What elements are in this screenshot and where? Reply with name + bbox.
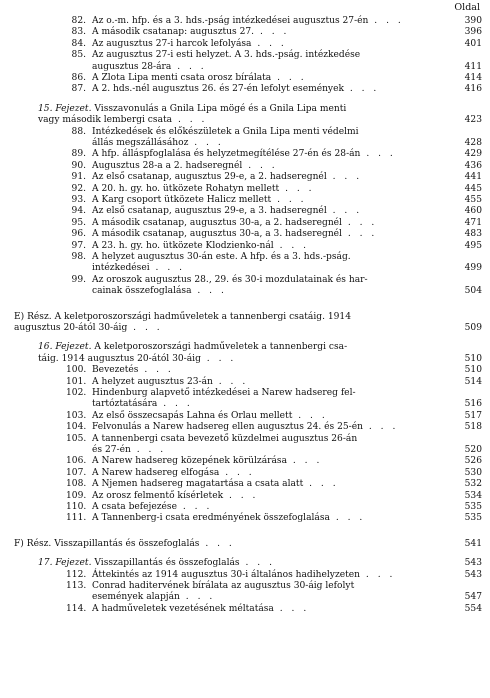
page-number: 530 [464, 467, 482, 478]
entry-title: A Zlota Lipa menti csata orosz bírálata [92, 73, 272, 83]
dot-leader: . . . [191, 286, 227, 297]
page-number: 495 [464, 240, 482, 251]
entry-title: Intézkedések és előkészületek a Gnila Lipa menti védelmi állás megszállásához [92, 126, 359, 148]
toc-entry [0, 411, 490, 422]
toc-entry [0, 172, 490, 183]
page-number: 455 [464, 195, 482, 205]
page-number: 390 [464, 16, 482, 26]
toc-entry [0, 161, 490, 172]
toc-entry [0, 184, 490, 195]
entry-number: 82. [71, 16, 86, 26]
entry-number: 106. [66, 456, 87, 467]
entry-number: 96. [71, 229, 86, 240]
entry-number: 114. [66, 603, 87, 614]
toc-entry [0, 456, 490, 467]
toc-chapter [0, 558, 490, 569]
page-number: 535 [464, 502, 482, 512]
dot-leader: . . . [279, 183, 315, 194]
entry-number: 94. [71, 206, 86, 217]
dot-leader: . . . [188, 138, 224, 148]
dot-leader: . . . [176, 502, 213, 512]
dot-leader: . . . [223, 490, 259, 501]
toc-entry [0, 218, 490, 229]
entry-title: A második csatanap: augusztus 27. [92, 27, 255, 38]
toc-entry [0, 39, 490, 50]
toc-entry [0, 434, 490, 457]
entry-title: A csata befejezése [92, 502, 177, 512]
toc-entry [0, 491, 490, 502]
entry-title: Az első csatanap, augusztus 29-e, a 2. hadseregnél [92, 172, 327, 183]
dot-leader: . . . [326, 206, 363, 217]
page-number: 401 [464, 38, 482, 49]
entry-title: A tannenbergi csata bevezető küzdelmei augusztus 26-án és 27-én [92, 433, 358, 455]
entry-title: Az első összecsapás Lahna és Orlau mellett [92, 410, 293, 421]
entry-title: A Njemen hadsereg magatartása a csata alatt [92, 479, 304, 490]
toc-chapter [0, 104, 490, 127]
entry-number: 107. [66, 467, 87, 478]
entry-title: Bevezetés [92, 365, 139, 376]
toc-entry [0, 388, 490, 411]
page-number: 483 [464, 229, 482, 240]
entry-title: A 23. h. gy. ho. ütközete Klodzienko-nál [92, 240, 274, 251]
entry-title: A helyzet augusztus 23-án [92, 376, 213, 387]
entry-title: A 2. hds.-nél augusztus 26. és 27-én lefolyt események [92, 84, 344, 95]
entry-title: A Karg csoport ütközete Halicz mellett [92, 195, 272, 205]
toc-entry [0, 604, 490, 615]
page-number: 520 [464, 444, 482, 455]
chapter-label: 16. Fejezet. [38, 342, 92, 353]
dot-leader: . . . [271, 195, 307, 205]
dot-leader: . . . [200, 353, 237, 364]
dot-leader: . . . [287, 456, 323, 467]
dot-leader: . . . [172, 115, 208, 126]
entry-number: 113. [66, 581, 87, 591]
page-number: 445 [464, 183, 482, 194]
page-number: 396 [464, 27, 482, 38]
part-label: F) Rész. [14, 538, 52, 549]
toc-entry [0, 422, 490, 433]
entry-number: 92. [71, 183, 86, 194]
toc-entry [0, 513, 490, 524]
dot-leader: . . . [239, 558, 275, 569]
entry-number: 83. [71, 27, 86, 38]
page-number: 411 [464, 61, 482, 72]
entry-title: A hadműveletek vezetésének méltatása [92, 603, 274, 614]
dot-leader: . . . [254, 27, 290, 38]
page-number: 510 [464, 353, 482, 364]
part-label: E) Rész. [14, 311, 52, 322]
page-number: 535 [464, 513, 482, 524]
chapter-title: Visszapillantás és összefoglalás [94, 558, 240, 569]
page-number: 414 [464, 73, 482, 83]
dot-leader: . . . [360, 569, 396, 580]
dot-leader: . . . [179, 592, 216, 603]
chapter-label: 15. Fejezet. [38, 103, 92, 114]
toc-part [0, 312, 490, 335]
entry-title: Az első csatanap, augusztus 29-e, a 3. hadseregnél [92, 206, 327, 217]
dot-leader: . . . [329, 513, 366, 524]
page-number: 516 [464, 399, 482, 410]
dot-leader: . . . [303, 479, 339, 490]
entry-number: 85. [71, 50, 86, 61]
toc-entry [0, 127, 490, 150]
toc-entry [0, 275, 490, 298]
dot-leader: . . . [127, 323, 163, 333]
toc-entry [0, 84, 490, 95]
page-number: 532 [464, 479, 482, 490]
page-number: 518 [464, 422, 482, 433]
page-number: 534 [464, 490, 482, 501]
entry-number: 101. [66, 376, 87, 387]
page-number: 504 [464, 286, 482, 297]
toc-entry [0, 479, 490, 490]
page-number: 554 [464, 603, 482, 614]
entry-number: 100. [66, 365, 87, 376]
dot-leader: . . . [130, 445, 167, 455]
toc-entry [0, 252, 490, 275]
toc-entry [0, 195, 490, 206]
dot-leader: . . . [219, 467, 255, 478]
entry-title: Felvonulás a Narew hadsereg ellen augusztus 24. és 25-én [92, 422, 363, 433]
page-number: 543 [464, 558, 482, 569]
dot-leader: . . . [368, 16, 404, 26]
page-number: 517 [464, 410, 482, 421]
entry-title: A második csatanap, augusztus 30-a, a 3. hadseregnél [92, 229, 342, 240]
entry-title: A hfp. álláspfoglalása és helyzetmegítélése 27-én és 28-án [92, 149, 361, 160]
entry-number: 112. [66, 569, 87, 580]
toc-entry [0, 570, 490, 581]
entry-number: 95. [71, 217, 86, 228]
page-number: 441 [464, 172, 482, 183]
entry-title: A második csatanap, augusztus 30-a, a 2. hadseregnél [92, 217, 342, 228]
page-number: 429 [464, 149, 482, 160]
entry-title: Hindenburg alapvető intézkedései a Narew hadsereg fel- tartóztatására [92, 388, 356, 410]
toc-chapter [0, 342, 490, 365]
chapter-label: 17. Fejezet. [38, 558, 92, 569]
dot-leader: . . . [138, 365, 174, 376]
entry-number: 98. [71, 252, 86, 262]
entry-number: 103. [66, 410, 87, 421]
page-number: 510 [464, 365, 482, 376]
toc-part [0, 539, 490, 550]
dot-leader: . . . [292, 410, 328, 421]
entry-number: 108. [66, 479, 87, 490]
entry-title: Az augusztus 27-i esti helyzet. A 3. hds.-pság. intézkedése augusztus 28-ára [92, 50, 361, 72]
dot-leader: . . . [251, 38, 287, 49]
toc-entry [0, 229, 490, 240]
toc-entry [0, 365, 490, 376]
toc-entry [0, 377, 490, 388]
toc-entry [0, 27, 490, 38]
entry-number: 97. [71, 240, 86, 251]
entry-title: Az oroszok augusztus 28., 29. és 30-i mozdulatainak és har- cainak összefoglalása [92, 274, 368, 297]
page-number: 514 [464, 376, 482, 387]
dot-leader: . . . [362, 422, 399, 433]
dot-leader: . . . [157, 399, 193, 410]
toc-entry [0, 502, 490, 513]
toc-entry [0, 581, 490, 604]
entry-number: 88. [71, 126, 86, 137]
toc-entry [0, 16, 490, 27]
page-number: 526 [464, 456, 482, 467]
dot-leader: . . . [326, 172, 363, 183]
dot-leader: . . . [341, 217, 378, 228]
toc-entry [0, 241, 490, 252]
dot-leader: . . . [149, 263, 186, 274]
dot-leader: . . . [242, 160, 278, 171]
entry-title: Az orosz felmentő kísérletek [92, 490, 224, 501]
chapter-title: A keletporoszországi hadműveletek a tannenbergi csa- táig. 1914 augusztus 20-ától 30-áig [38, 342, 348, 364]
dot-leader: . . . [271, 73, 307, 83]
entry-title: Conrad haditervének bírálata az augusztus 30-áig lefolyt események alapján [92, 581, 355, 603]
page-number: 428 [464, 137, 482, 148]
entry-number: 87. [71, 84, 86, 95]
entry-number: 84. [71, 38, 86, 49]
entry-title: Augusztus 28-a a 2. hadseregnél [92, 160, 243, 171]
dot-leader: . . . [343, 84, 380, 95]
dot-leader: . . . [171, 61, 207, 72]
page-number: 543 [464, 569, 482, 580]
page-number: 471 [464, 217, 482, 228]
entry-title: A 20. h. gy. ho. ütközete Rohatyn mellett [92, 183, 280, 194]
toc-entry [0, 206, 490, 217]
entry-title: A Narew hadsereg közepének körülzárása [92, 456, 287, 467]
page-number: 460 [464, 206, 482, 217]
part-title: Visszapillantás és összefoglalás [54, 538, 200, 549]
entry-number: 93. [71, 195, 86, 205]
entry-number: 99. [71, 274, 86, 285]
entry-number: 110. [66, 502, 87, 512]
toc-entry [0, 468, 490, 479]
page-number: 541 [464, 538, 482, 549]
entry-number: 105. [66, 433, 87, 444]
entry-title: Az o.-m. hfp. és a 3. hds.-pság intézkedései augusztus 27-én [92, 16, 369, 26]
entry-title: A helyzet augusztus 30-án este. A hfp. és a 3. hds.-pság. intézkedései [92, 252, 351, 274]
page-number: 436 [464, 160, 482, 171]
entry-title: Az augusztus 27-i harcok lefolyása [92, 38, 252, 49]
dot-leader: . . . [199, 538, 235, 549]
page-number: 499 [464, 263, 482, 274]
toc-entry [0, 50, 490, 73]
toc-entry [0, 73, 490, 84]
chapter-title: Visszavonulás a Gnila Lipa mögé és a Gnila Lipa menti vagy második lembergi csata [38, 103, 347, 126]
part-title: A keletporoszországi hadműveletek a tannenbergi csatáig. 1914 augusztus 20-ától 30-áig [14, 311, 352, 333]
entry-number: 109. [66, 490, 87, 501]
dot-leader: . . . [273, 603, 310, 614]
page-number: 547 [464, 592, 482, 603]
entry-title: A Tannenberg-i csata eredményének összefoglalása [92, 513, 330, 524]
entry-number: 90. [71, 160, 86, 171]
column-header-oldal: Oldal [454, 2, 480, 13]
entry-title: Áttekintés az 1914 augusztus 30-i általános hadihelyzeten [92, 569, 361, 580]
entry-number: 111. [66, 513, 87, 524]
dot-leader: . . . [273, 240, 310, 251]
dot-leader: . . . [212, 376, 249, 387]
entry-number: 86. [71, 73, 86, 83]
dot-leader: . . . [360, 149, 396, 160]
page-number: 423 [464, 115, 482, 126]
entry-number: 104. [66, 422, 87, 433]
page-number: 416 [464, 84, 482, 95]
entry-number: 89. [71, 149, 86, 160]
toc-entry [0, 149, 490, 160]
dot-leader: . . . [341, 229, 378, 240]
entry-title: A Narew hadsereg elfogása [92, 467, 220, 478]
entry-number: 102. [66, 388, 87, 398]
page-number: 509 [464, 322, 482, 333]
entry-number: 91. [71, 172, 86, 183]
